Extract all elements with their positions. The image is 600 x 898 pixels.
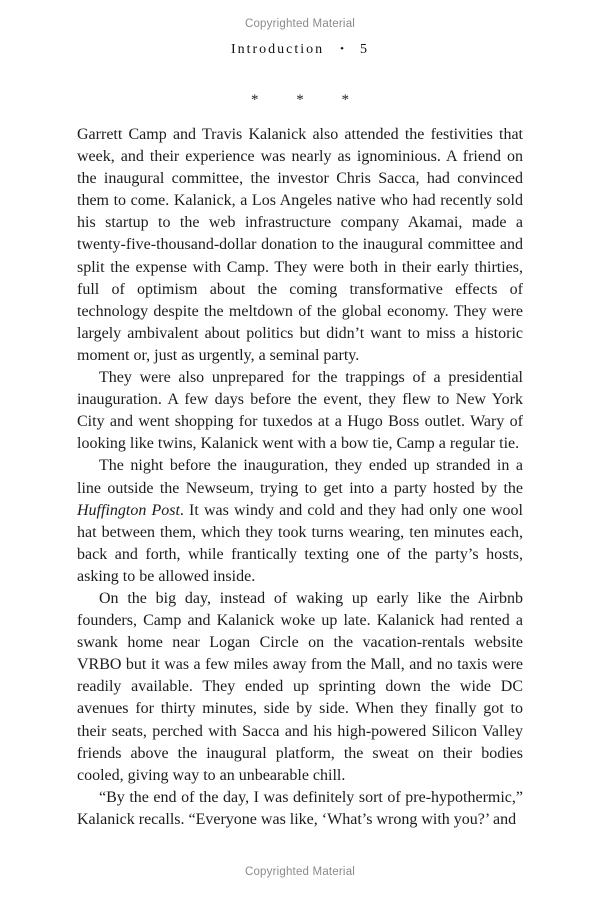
text-segment: “By the end of the day, I was definitely sort of pre-hypothermic,” Kalanick recalls. “Everyone was like, ‘What’s wrong with you?’ and [77, 788, 523, 828]
italic-text-segment: Huffington Post [77, 501, 180, 519]
copyright-watermark-bottom: Copyrighted Material [244, 866, 356, 878]
paragraph [77, 124, 523, 367]
text-segment: Garrett Camp and Travis Kalanick also attended the festivities that week, and their experience was nearly as ignominious. A friend on the inaugural committee, the investor Chris Sacca, had convinced them to come. Kalanick, a Los Angeles native who had recently sold his startup to the web infrastructure company Akamai, made a twenty-five-thousand-dollar donation to the inaugural committee and split the expense with Camp. They were both in their early thirties, full of optimism about the coming transformative effects of technology despite the meltdown of the global economy. They were largely ambivalent about politics but didn’t want to miss a historic moment or, just as urgently, a seminal party. [77, 126, 523, 364]
body-text [77, 124, 523, 831]
header-bullet-separator: • [340, 43, 345, 55]
text-segment: The night before the inauguration, they ended up stranded in a line outside the Newseum, trying to get into a party hosted by the [77, 457, 523, 497]
page-number: 5 [360, 42, 370, 57]
paragraph [77, 455, 523, 588]
page-header [0, 42, 600, 58]
section-break-asterisks: * * * [251, 92, 349, 108]
text-segment: On the big day, instead of waking up early like the Airbnb founders, Camp and Kalanick woke up late. Kalanick had rented a swank home near Logan Circle on the vacation-rentals website VRBO but it was a few miles away from the Mall, and no taxis were readily available. They ended up sprinting down the wide DC avenues for thirty minutes, side by side. When they finally got to their seats, perched with Sacca and his high-powered Silicon Valley friends above the inaugural platform, the sweat on their bodies cooled, giving way to an unbearable chill. [77, 589, 523, 784]
paragraph [77, 367, 523, 455]
copyright-watermark-top: Copyrighted Material [244, 18, 356, 30]
text-segment: . It was windy and cold and they had only one wool hat between them, which they took turns wearing, ten minutes each, back and forth, while frantically texting one of the party’s hosts, asking to be allowed inside. [77, 501, 523, 585]
text-segment: They were also unprepared for the trappings of a presidential inauguration. A few days before the event, they flew to New York City and went shopping for tuxedos at a Hugo Boss outlet. Wary of looking like twins, Kalanick went with a bow tie, Camp a regular tie. [77, 369, 523, 453]
paragraph [77, 787, 523, 831]
running-head-title: Introduction [230, 42, 325, 57]
paragraph [77, 588, 523, 787]
